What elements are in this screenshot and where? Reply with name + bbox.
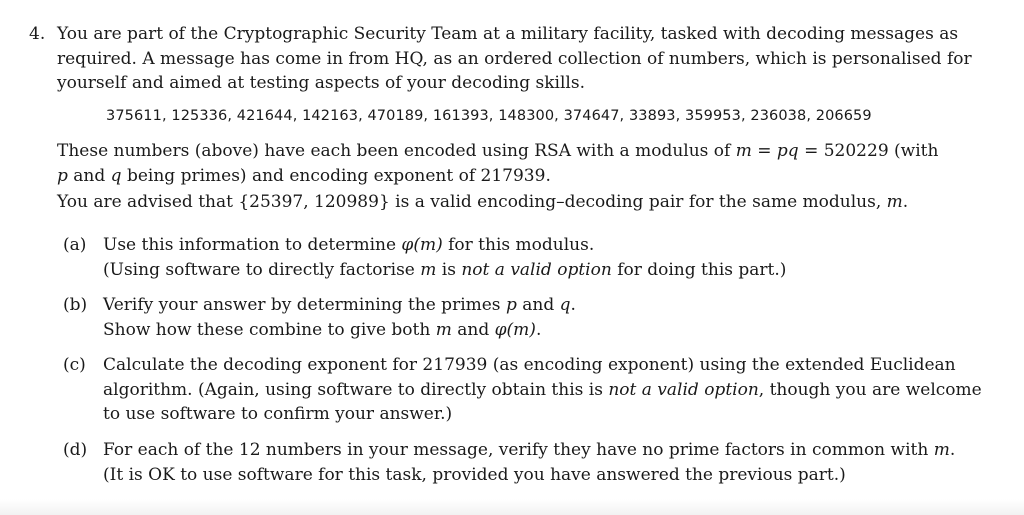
part-d: (d) For each of the 12 numbers in your message, verify they have no prime factors in common with m. (It is OK to use software for this task, provided you have answered the previous part.) — [63, 440, 956, 485]
math-q: q — [559, 295, 571, 315]
math-p: p — [505, 295, 517, 315]
part-b: (b) Verify your answer by determining the primes p and q. Show how these combine to give both m and φ(m). — [63, 295, 576, 340]
math-q: q — [110, 165, 122, 186]
key-pair-paragraph: You are advised that {25397, 120989} is a valid encoding–decoding pair for the same modulus, m. — [57, 192, 909, 212]
part-c: (c) Calculate the decoding exponent for 217939 (as encoding exponent) using the extended Euclidean algorithm. (Again, using software to directly obtain this is not a valid option, though you are welcome to use software to confirm your answer.) — [63, 355, 982, 424]
math-m: m — [735, 141, 752, 161]
rsa-modulus-paragraph: These numbers (above) have each been encoded using RSA with a modulus of m = pq = 520229 (with p and q being primes) and encoding exponent of 217939. — [57, 141, 939, 186]
math-pq: pq — [776, 141, 799, 161]
math-phi-m: φ(m) — [494, 319, 536, 340]
part-a: (a) Use this information to determine φ(m) for this modulus. (Using software to directly factorise m is not a valid option for doing this part.) — [63, 235, 787, 280]
emphasis-text: not a valid option — [608, 379, 759, 400]
math-m: m — [886, 192, 903, 212]
part-label: (d) — [63, 440, 88, 460]
math-m: m — [933, 440, 950, 460]
encoded-numbers: 375611, 125336, 421644, 142163, 470189, 161393, 148300, 374647, 33893, 359953, 236038, 206659 — [106, 108, 872, 124]
math-m: m — [420, 259, 437, 280]
question-number: 4. — [29, 24, 46, 44]
part-label: (c) — [63, 355, 86, 375]
page-bottom-edge — [0, 499, 1024, 515]
math-m: m — [435, 319, 452, 340]
question-intro: You are part of the Cryptographic Security Team at a military facility, tasked with decoding messages as required. A message has come in from HQ, as an ordered collection of numbers, which is personalised for yourself and aimed at testing aspects of your decoding skills. — [57, 24, 972, 93]
part-label: (a) — [63, 235, 87, 255]
emphasis-text: not a valid option — [461, 259, 612, 280]
part-label: (b) — [63, 295, 88, 315]
math-phi-m: φ(m) — [401, 235, 443, 255]
math-p: p — [57, 165, 68, 186]
